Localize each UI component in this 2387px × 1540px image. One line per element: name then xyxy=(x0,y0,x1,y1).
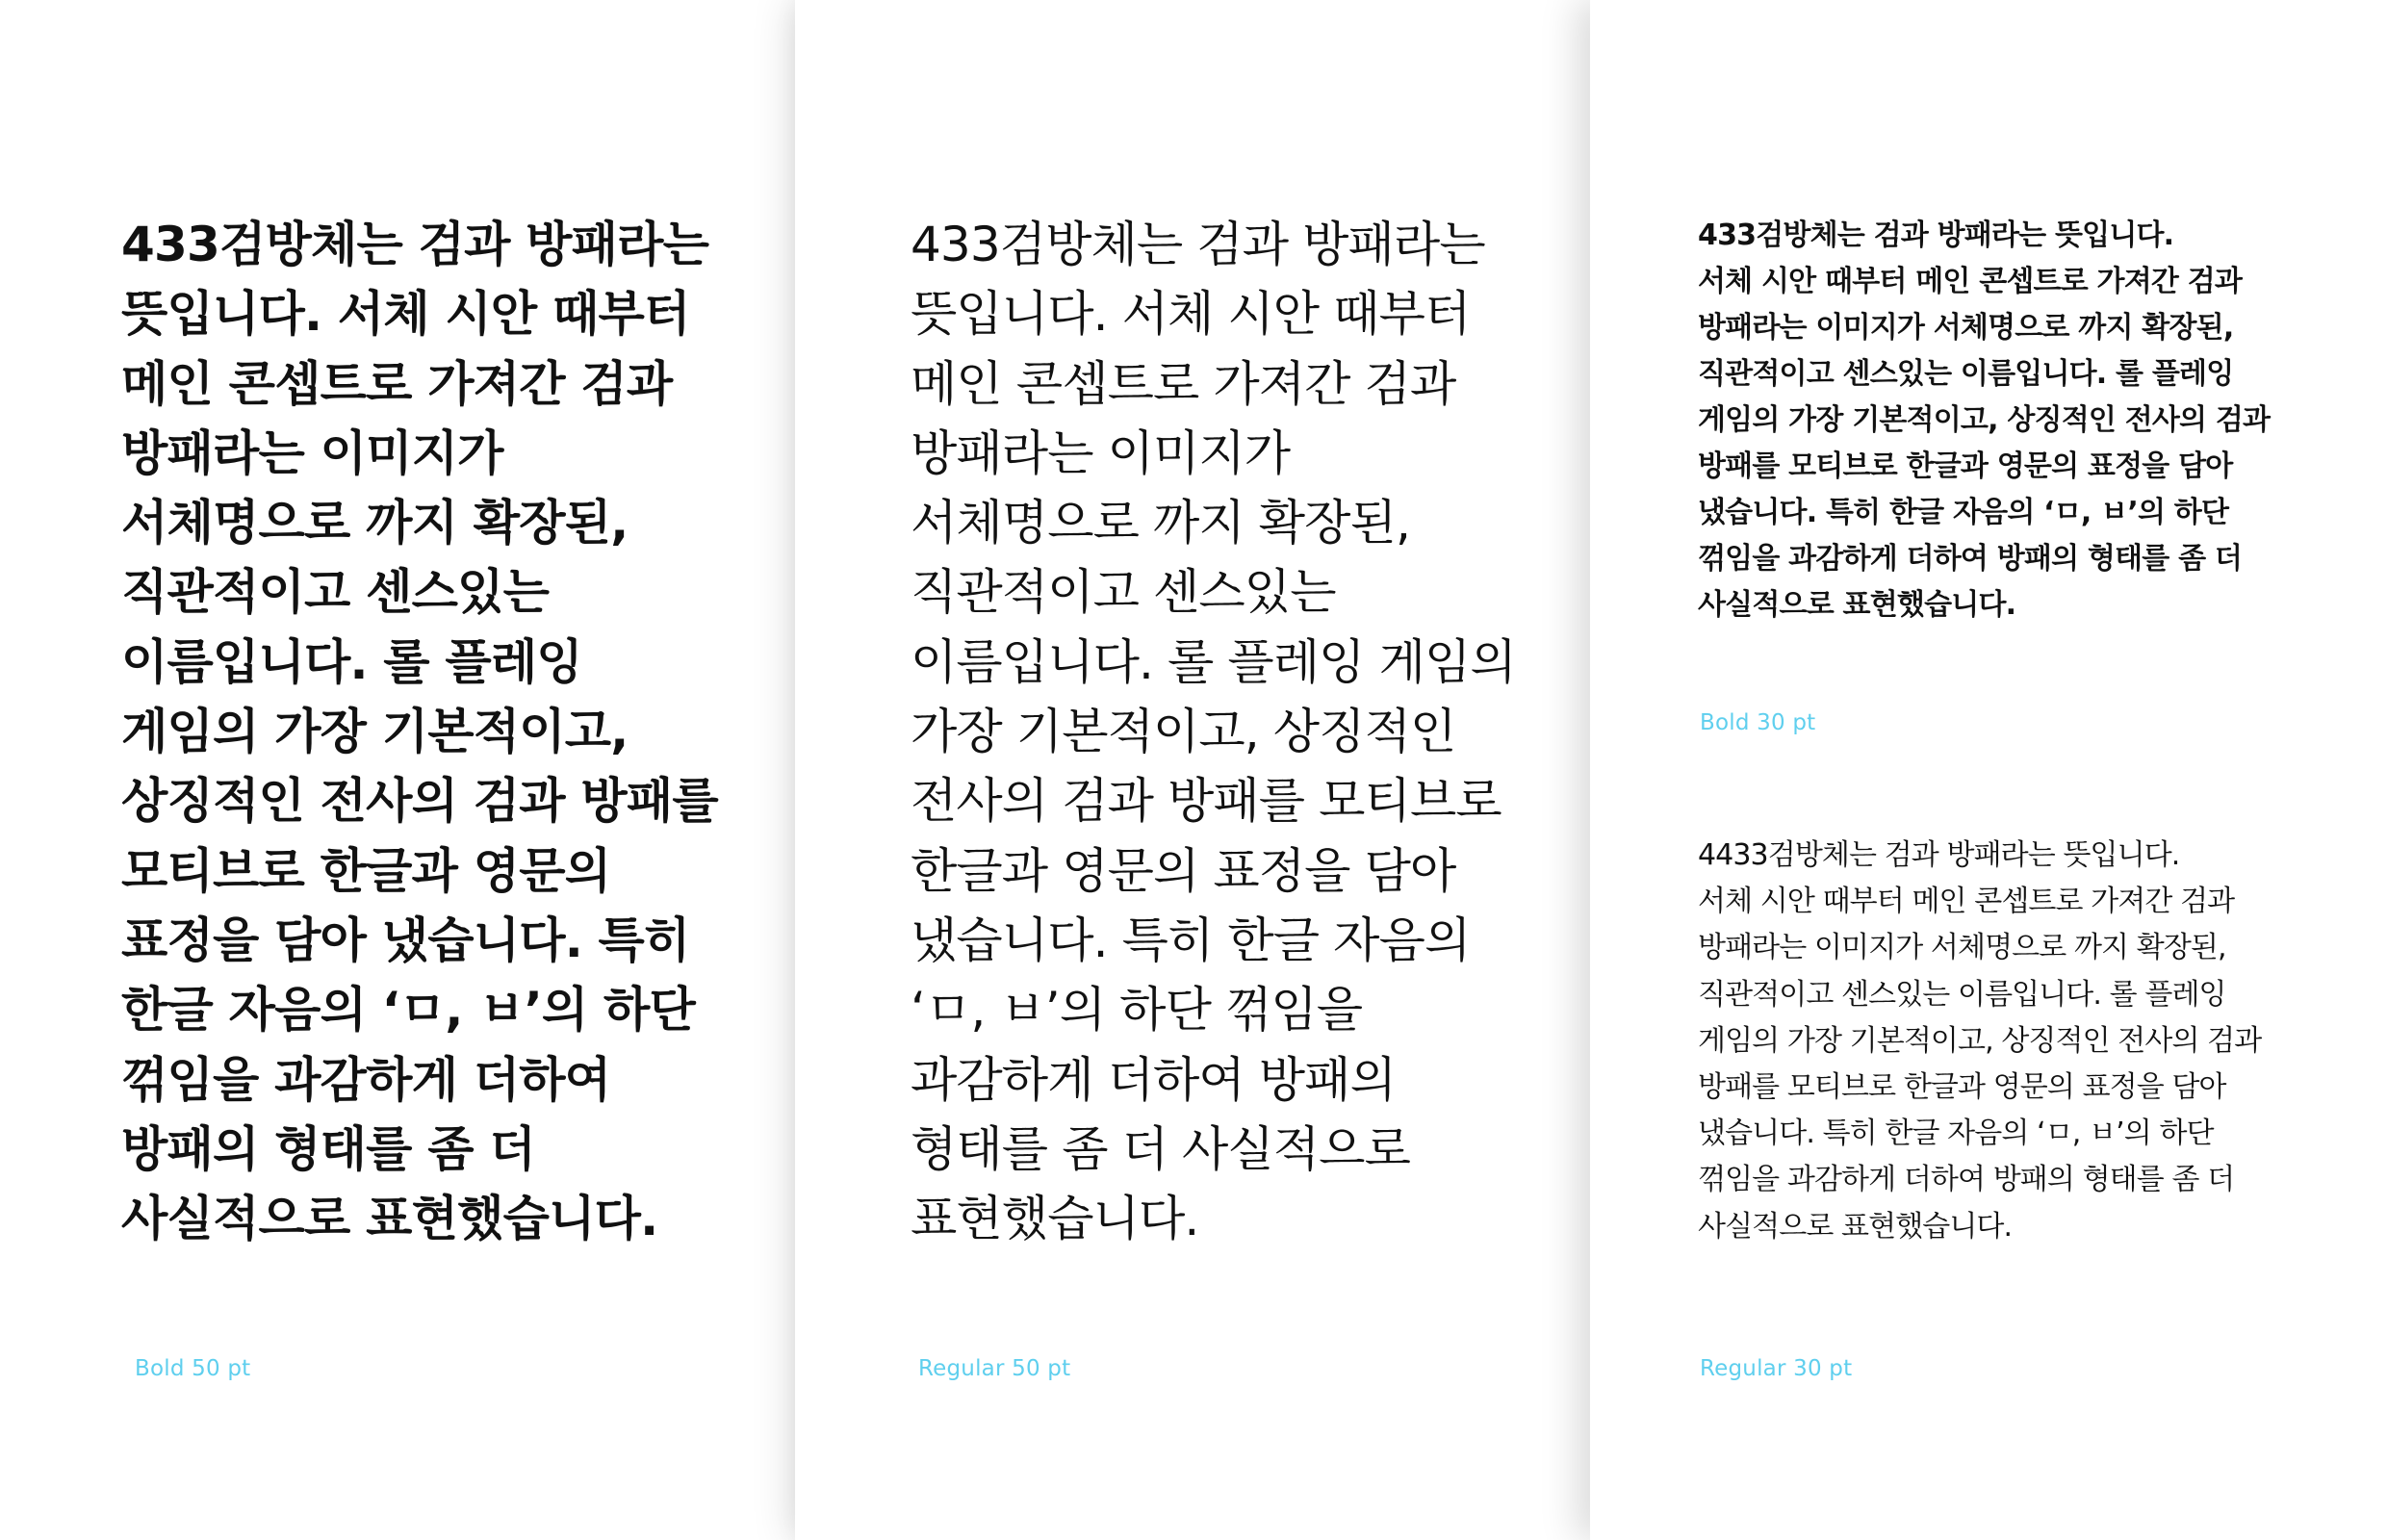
regular-50pt-caption: Regular 50 pt xyxy=(918,1356,1071,1381)
bold-50pt-specimen-text: 433검방체는 검과 방패라는 뜻입니다. 서체 시안 때부터 메인 콘셉트로 가져간 검과 방패라는 이미지가 서체명으로 까지 확장된, 직관적이고 센스있는 이름입니다. 롤 플레잉 게임의 가장 기본적이고, 상징적인 전사의 검과 방패를 모티브로 한글과 영문의 표정을 담아 냈습니다. 특히 한글 자음의 ‘ㅁ, ㅂ’의 하단 꺾임을 과감하게 더하여 방패의 형태를 좀 더 사실적으로 표현했습니다. xyxy=(121,217,718,1247)
30pt-panel xyxy=(1590,0,2387,1540)
bold-50pt-caption: Bold 50 pt xyxy=(135,1356,251,1381)
regular-50pt-specimen-text: 433검방체는 검과 방패라는 뜻입니다. 서체 시안 때부터 메인 콘셉트로 가져간 검과 방패라는 이미지가 서체명으로 까지 확장된, 직관적이고 센스있는 이름입니다. 롤 플레잉 게임의 가장 기본적이고, 상징적인 전사의 검과 방패를 모티브로 한글과 영문의 표정을 담아 냈습니다. 특히 한글 자음의 ‘ㅁ, ㅂ’의 하단 꺾임을 과감하게 더하여 방패의 형태를 좀 더 사실적으로 표현했습니다. xyxy=(911,217,1516,1247)
regular-50pt-panel xyxy=(795,0,1590,1540)
regular-30pt-specimen-text: 4433검방체는 검과 방패라는 뜻입니다. 서체 시안 때부터 메인 콘셉트로 가져간 검과 방패라는 이미지가 서체명으로 까지 확장된, 직관적이고 센스있는 이름입니다. 롤 플레잉 게임의 가장 기본적이고, 상징적인 전사의 검과 방패를 모티브로 한글과 영문의 표정을 담아 냈습니다. 특히 한글 자음의 ‘ㅁ, ㅂ’의 하단 꺾임을 과감하게 더하여 방패의 형태를 좀 더 사실적으로 표현했습니다. xyxy=(1698,838,2262,1244)
bold-30pt-specimen-text: 433검방체는 검과 방패라는 뜻입니다. 서체 시안 때부터 메인 콘셉트로 가져간 검과 방패라는 이미지가 서체명으로 까지 확장된, 직관적이고 센스있는 이름입니다. 롤 플레잉 게임의 가장 기본적이고, 상징적인 전사의 검과 방패를 모티브로 한글과 영문의 표정을 담아 냈습니다. 특히 한글 자음의 ‘ㅁ, ㅂ’의 하단 꺾임을 과감하게 더하여 방패의 형태를 좀 더 사실적으로 표현했습니다. xyxy=(1698,218,2271,622)
bold-50pt-panel xyxy=(0,0,795,1540)
bold-30pt-caption: Bold 30 pt xyxy=(1700,710,1816,735)
regular-30pt-caption: Regular 30 pt xyxy=(1700,1356,1853,1381)
